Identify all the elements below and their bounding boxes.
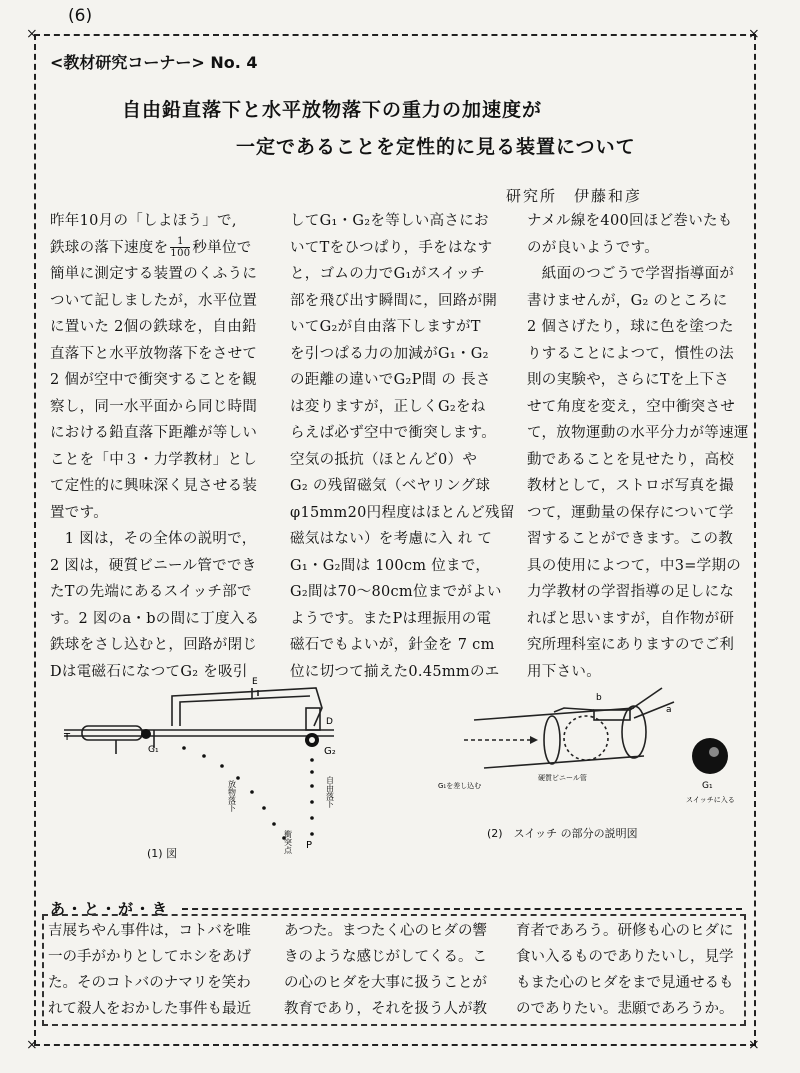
afterword-line: た。そのコトバのナマリを笑わ xyxy=(48,975,251,991)
afterword-line: 教育であり，それを扱う人が教 xyxy=(284,1001,487,1017)
label-pipe-note: 硬質ビニール管 xyxy=(538,774,587,782)
fraction-denominator: 100 xyxy=(170,248,191,259)
fraction-before: 鉄球の落下速度を xyxy=(50,239,169,256)
page-number: (6) xyxy=(68,6,93,26)
body-line: 力学教材の学習指導の足しにな xyxy=(527,584,735,600)
body-line: 用下さい。 xyxy=(527,663,601,680)
body-line: のが良いようです。 xyxy=(527,239,660,256)
body-line: ついて記しましたが，水平位置 xyxy=(50,292,258,309)
body-line: ればと思いますが，自作物が研 xyxy=(527,610,735,627)
body-line: 紙面のつごうで学習指導面が xyxy=(527,266,735,282)
body-line: 書けませんが，G₂ のところに xyxy=(527,292,728,309)
body-line: 部を飛び出す瞬間に，回路が開 xyxy=(290,292,498,309)
fraction xyxy=(170,236,190,259)
figure-2-caption: (2) スイッチ の部分の説明図 xyxy=(487,827,638,840)
label-d: D xyxy=(326,717,333,727)
body-line: を引つぱる力の加減がG₁・G₂ xyxy=(290,345,489,362)
pipe-end xyxy=(544,716,560,764)
body-line: 教材として，ストロボ写真を撮 xyxy=(527,478,734,494)
circuit-wire xyxy=(180,696,310,726)
body-line: 2 図は，硬質ビニール管ででき xyxy=(50,557,257,574)
afterword-line: のでありたい。悲願であろうか。 xyxy=(516,1001,734,1017)
fraction-after: 秒単位で xyxy=(192,239,252,256)
fraction-numerator: 1 xyxy=(170,236,190,248)
afterword-rule xyxy=(182,908,742,910)
body-line: G₁・G₂間は 100cm 位まで， xyxy=(290,557,491,574)
ball-g1 xyxy=(141,729,151,739)
body-line: つて，運動量の保存について学 xyxy=(527,504,734,521)
body-line: Dは電磁石になつてG₂ を吸引 xyxy=(50,663,248,680)
body-line: ナメル線を400回ほど巻いたも xyxy=(527,213,733,229)
article-title-line1: 自由鉛直落下と水平放物落下の重力の加速度が xyxy=(122,99,543,121)
afterword-line: 一の手がかりとしてホシをあげ xyxy=(48,949,251,965)
afterword-line: もまた心のヒダをまで見通せるも xyxy=(516,975,734,991)
body-column-3 xyxy=(527,208,749,685)
afterword-heading: あ・と・が・き xyxy=(50,900,170,918)
label-g2: G₂ xyxy=(324,746,336,757)
label-e: E xyxy=(252,677,258,687)
body-line: してG₁・G₂を等しい高さにお xyxy=(290,213,489,229)
body-line: 則の実験や，さらにTを上下さ xyxy=(527,372,730,388)
article-title-line2: 一定であることを定性的に見る装置について xyxy=(236,136,636,158)
label-b: b xyxy=(596,693,602,703)
body-line: りすることによつて，慣性の法 xyxy=(527,345,734,362)
afterword-line: 食い入るものでありたいし，見学 xyxy=(516,949,734,965)
figure-2-switch xyxy=(434,668,754,838)
body-line: に置いた 2個の鉄球を，自由鉛 xyxy=(50,319,257,335)
body-line: G₂間は70～80cm位までがよい xyxy=(290,584,502,600)
body-line: せて角度を変え，空中衝突させ xyxy=(527,398,736,415)
body-line: の距離の違いでG₂P間 の 長さ xyxy=(290,372,491,388)
free-fall-path xyxy=(310,758,314,836)
body-line: 磁気はない）を考慮に入 れ て xyxy=(290,531,493,547)
ball-g1 xyxy=(692,738,728,774)
switch-lead xyxy=(630,688,662,710)
label-g1: G₁ xyxy=(702,781,713,791)
body-line: 具の使用によつて，中3=学期の xyxy=(527,557,742,574)
body-line: 2 個さげたり，球に色を塗つた xyxy=(527,319,734,335)
label-p: P xyxy=(306,840,313,851)
body-line: 昨年10月の「しよほう」で, xyxy=(50,213,237,229)
body-line: す。2 図のa・bの間に丁度入る xyxy=(50,610,260,627)
body-line: は変りますが，正しくG₂をね xyxy=(290,398,486,415)
body-line: 鉄球をさし込むと，回路が閉じ xyxy=(50,637,258,653)
body-line: と，ゴムの力でG₁がスイッチ xyxy=(290,266,486,282)
body-line: 磁石でもよいが，針金を 7 cm xyxy=(290,637,495,653)
body-line: G₂ の残留磁気（ベヤリング球 xyxy=(290,478,491,494)
label-a: a xyxy=(666,705,672,715)
label-free-fall: 自由落下 xyxy=(325,776,335,808)
switch-circle xyxy=(564,716,608,760)
frame-corner: × xyxy=(748,1037,760,1053)
afterword-line: きのような感じがしてくる。こ xyxy=(284,949,487,965)
afterword-column-2 xyxy=(284,918,487,1022)
label-g1-note: スイッチに入る xyxy=(686,796,735,804)
body-line: て定性的に興味深く見させる装 xyxy=(50,478,258,494)
tube-outline xyxy=(82,726,142,740)
body-line: 置です。 xyxy=(50,504,109,521)
body-line: 空気の抵抗（ほとんど0）や xyxy=(290,451,478,468)
body-line: ことを「中３・力学教材」とし xyxy=(50,451,258,468)
label-t: T xyxy=(64,732,71,743)
body-line: φ15mm20円程度はほとんど残留 xyxy=(290,504,515,521)
corner-label: <教材研究コーナー> No. 4 xyxy=(50,53,258,72)
pipe-outline xyxy=(484,756,644,768)
body-line: 1 図は，その全体の説明で， xyxy=(50,531,257,547)
body-line: 位に切つて揃えた0.45mmのエ xyxy=(290,663,500,680)
ball-g1-highlight xyxy=(709,747,719,757)
body-line: 動であることを見せたり，高校 xyxy=(527,451,735,468)
body-line: ようです。またPは理振用の電 xyxy=(290,610,492,627)
label-projectile: 放物落下 xyxy=(227,780,237,812)
label-g1: G₁ xyxy=(148,745,159,755)
circuit-wire xyxy=(172,688,322,726)
afterword-line: 吉展ちやん事件は，コトバを唯 xyxy=(48,923,251,939)
body-column-2 xyxy=(290,208,515,685)
afterword-line: れて殺人をおかした事件も最近 xyxy=(48,1001,251,1017)
frame-corner: × xyxy=(26,1037,38,1053)
body-line: 究所理科室にありますのでご利 xyxy=(527,637,735,653)
figure-1-apparatus xyxy=(44,668,374,868)
afterword-line: 育者であろう。研修も心のヒダに xyxy=(516,923,734,939)
label-collision: 衝突点 xyxy=(283,830,293,854)
ball-g2-highlight xyxy=(309,737,315,743)
body-line: 察し，同一水平面から同じ時間 xyxy=(50,398,258,415)
label-arrow-note: G₁を差し込む xyxy=(438,782,482,790)
body-line: 2 個が空中で衝突することを観 xyxy=(50,372,257,388)
arrow-head-icon xyxy=(530,736,538,744)
body-line: 習することができます。この教 xyxy=(527,531,734,547)
afterword-column-1 xyxy=(48,918,251,1022)
afterword-column-3 xyxy=(516,918,734,1022)
author: 研究所 伊藤和彦 xyxy=(506,187,643,205)
figure-1-caption: (1) 図 xyxy=(147,847,178,860)
body-line: 直落下と水平放物落下をさせて xyxy=(50,345,258,362)
body-line: 簡単に測定する装置のくふうに xyxy=(50,266,258,282)
afterword-line: の心のヒダを大事に扱うことが xyxy=(284,975,487,991)
body-line: たTの先端にあるスイッチ部で xyxy=(50,584,252,600)
body-line: らえば必ず空中で衝突します。 xyxy=(290,425,497,441)
body-line: における鉛直落下距離が等しい xyxy=(50,425,258,441)
frame-corner: × xyxy=(748,26,760,42)
body-line-fraction xyxy=(50,235,272,262)
body-line: て，放物運動の水平分力が等速運 xyxy=(527,425,749,441)
frame-corner: × xyxy=(26,26,38,42)
body-line: いてG₂が自由落下しますがT xyxy=(290,319,481,335)
afterword-line: あつた。まつたく心のヒダの響 xyxy=(284,923,487,939)
body-column-1 xyxy=(50,208,272,685)
body-line: いてTをひつぱり，手をはなす xyxy=(290,239,493,256)
